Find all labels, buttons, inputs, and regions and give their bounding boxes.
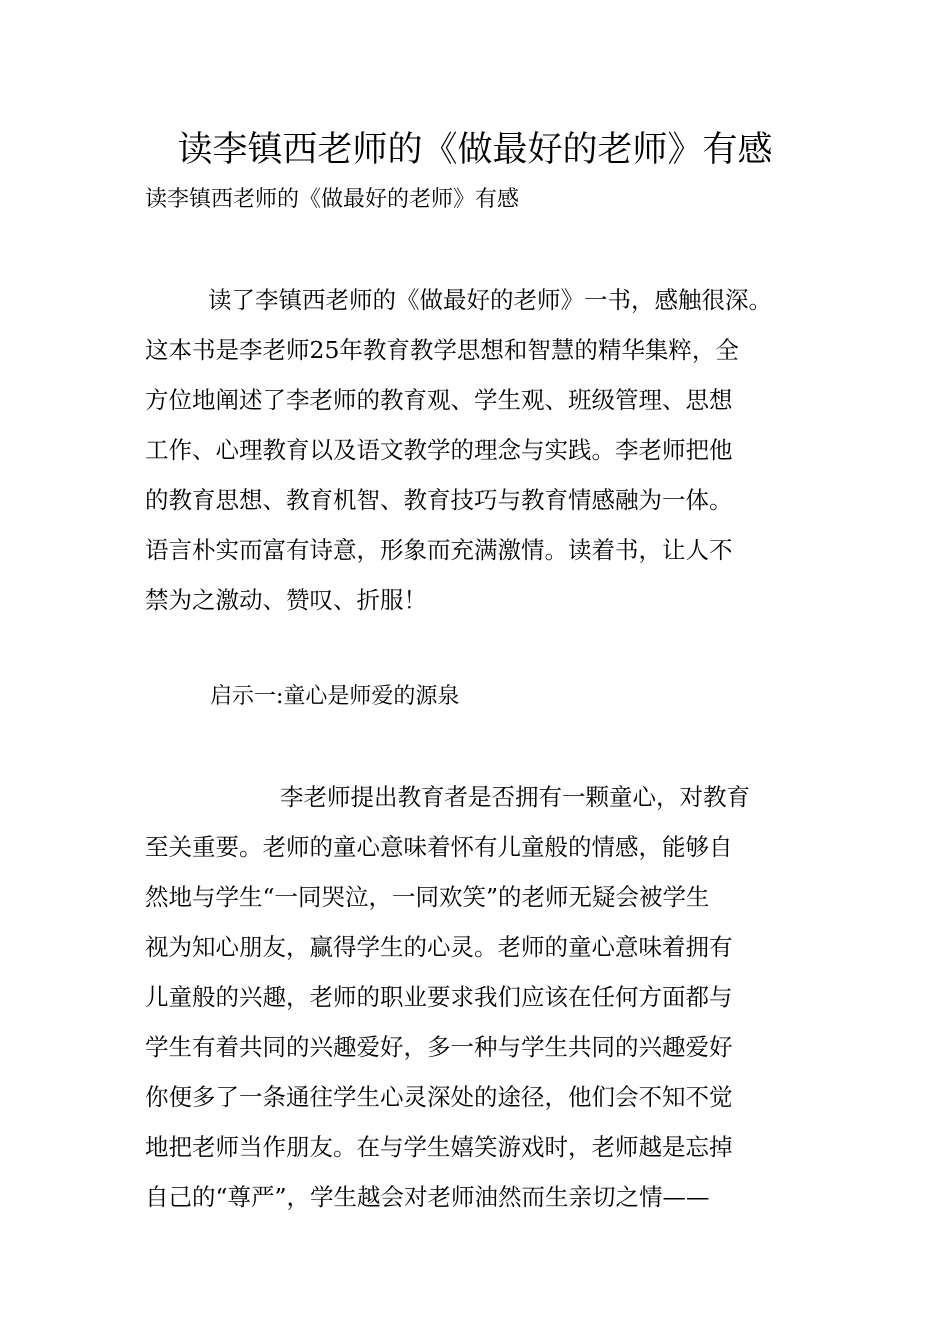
paragraph-line: 工作、心理教育以及语文教学的理念与实践。李老师把他 bbox=[145, 436, 733, 464]
paragraph-line: 至关重要。老师的童心意味着怀有儿童般的情感，能够自 bbox=[145, 833, 733, 861]
paragraph-line: 李老师提出教育者是否拥有一颗童心，对教育 bbox=[280, 783, 750, 811]
paragraph-line: 然地与学生“一同哭泣，一同欢笑”的老师无疑会被学生 bbox=[145, 883, 710, 911]
document-subtitle: 读李镇西老师的《做最好的老师》有感 bbox=[145, 187, 520, 212]
paragraph-line: 自己的“尊严”，学生越会对老师油然而生亲切之情—— bbox=[145, 1183, 710, 1211]
document-title: 读李镇西老师的《做最好的老师》有感 bbox=[177, 130, 773, 170]
paragraph-line: 读了李镇西老师的《做最好的老师》一书，感触很深。 bbox=[208, 286, 772, 314]
paragraph-line: 这本书是李老师25年教育教学思想和智慧的精华集粹，全 bbox=[145, 336, 739, 364]
paragraph-line: 的教育思想、教育机智、教育技巧与教育情感融为一体。 bbox=[145, 486, 733, 514]
paragraph-line: 语言朴实而富有诗意，形象而充满激情。读着书，让人不 bbox=[145, 536, 733, 564]
paragraph-line: 视为知心朋友，赢得学生的心灵。老师的童心意味着拥有 bbox=[145, 933, 733, 961]
section-heading: 启示一:童心是师爱的源泉 bbox=[210, 684, 460, 709]
paragraph-line: 儿童般的兴趣，老师的职业要求我们应该在任何方面都与 bbox=[145, 983, 733, 1011]
paragraph-line: 方位地阐述了李老师的教育观、学生观、班级管理、思想 bbox=[145, 386, 733, 414]
paragraph-line: 学生有着共同的兴趣爱好，多一种与学生共同的兴趣爱好 bbox=[145, 1033, 733, 1061]
paragraph-line: 你便多了一条通往学生心灵深处的途径，他们会不知不觉 bbox=[145, 1083, 733, 1111]
paragraph-line: 地把老师当作朋友。在与学生嬉笑游戏时，老师越是忘掉 bbox=[145, 1133, 733, 1161]
paragraph-line: 禁为之激动、赞叹、折服！ bbox=[145, 586, 427, 614]
